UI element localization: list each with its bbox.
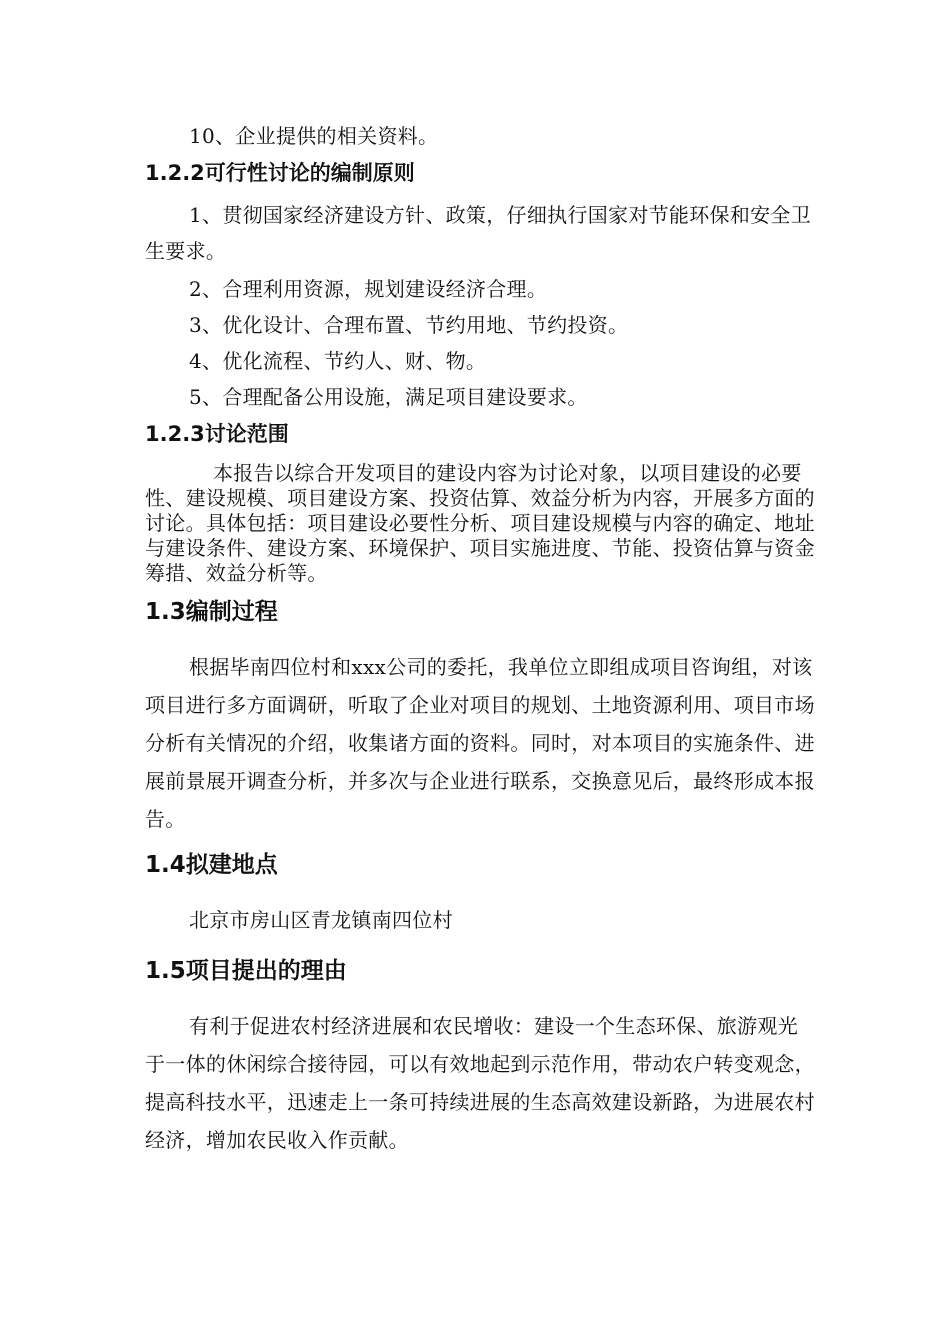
- principle-3: 3、优化设计、合理布置、节约用地、节约投资。: [189, 313, 629, 337]
- principle-2: 2、合理利用资源，规划建设经济合理。: [189, 277, 548, 301]
- principle-1: 1、贯彻国家经济建设方针、政策，仔细执行国家对节能环保和安全卫生要求。: [145, 203, 812, 263]
- principle-5: 5、合理配备公用设施，满足项目建设要求。: [189, 385, 588, 409]
- heading-1-2-3: 1.2.3讨论范围: [145, 422, 289, 446]
- location-body: 北京市房山区青龙镇南四位村: [189, 908, 453, 932]
- heading-1-5: 1.5项目提出的理由: [145, 958, 347, 984]
- principle-4: 4、优化流程、节约人、财、物。: [189, 349, 487, 373]
- list-item-10: 10、企业提供的相关资料。: [189, 124, 439, 148]
- reason-body: 有利于促进农村经济进展和农民增收：建设一个生态环保、旅游观光于一体的休闲综合接待园，可以有效地起到示范作用，带动农户转变观念，提高科技水平，迅速走上一条可持续进展的生态高效建设新路，为进展农村经济，增加农民收入作贡献。: [145, 1014, 815, 1152]
- heading-1-3: 1.3编制过程: [145, 599, 278, 625]
- process-body: 根据毕南四位村和xxx公司的委托，我单位立即组成项目咨询组，对该项目进行多方面调研，听取了企业对项目的规划、土地资源利用、项目市场分析有关情况的介绍，收集诸方面的资料。同时，对本项目的实施条件、进展前景展开调查分析，并多次与企业进行联系，交换意见后，最终形成本报告。: [145, 655, 815, 831]
- scope-body: 本报告以综合开发项目的建设内容为讨论对象，以项目建设的必要性、建设规模、项目建设方案、投资估算、效益分析为内容，开展多方面的讨论。具体包括：项目建设必要性分析、项目建设规模与内容的确定、地址与建设条件、建设方案、环境保护、项目实施进度、节能、投资估算与资金筹措、效益分析等。: [145, 461, 815, 585]
- heading-1-2-2: 1.2.2可行性讨论的编制原则: [145, 161, 415, 185]
- heading-1-4: 1.4拟建地点: [145, 852, 278, 878]
